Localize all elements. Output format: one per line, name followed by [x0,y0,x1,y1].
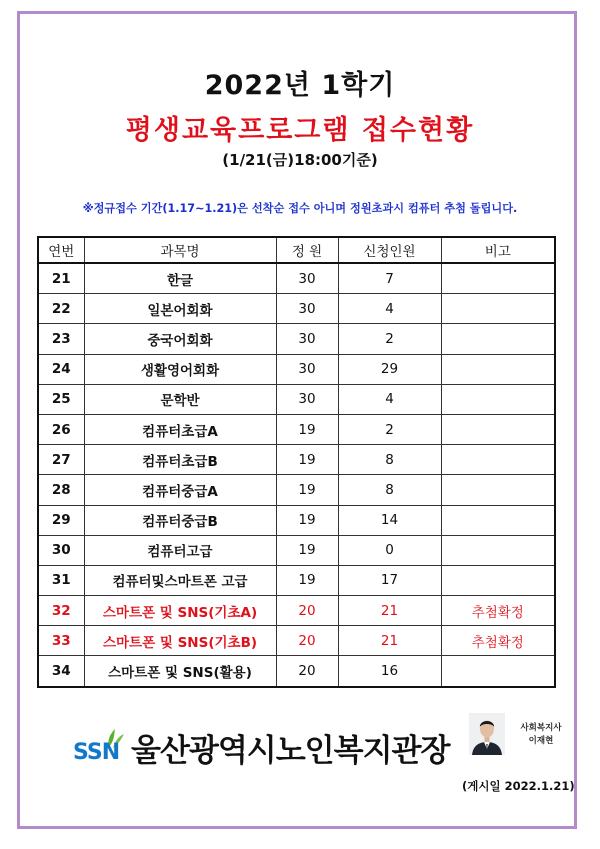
page-title: 2022년 1학기 [204,70,396,101]
cell-note: 추첨확정 [441,596,555,626]
cell-applied-count: 14 [338,505,441,535]
cell-applied-count: 4 [338,384,441,414]
cell-course-name: 스마트폰 및 SNS(활용) [84,656,276,687]
cell-note [441,565,555,595]
table-row [38,596,555,626]
cell-capacity: 19 [276,535,338,565]
cell-applied-count: 16 [338,656,441,687]
table-row [38,475,555,505]
cell-course-name: 컴퓨터초급A [84,414,276,444]
cell-number: 24 [38,354,84,384]
organization-signature [73,727,449,767]
cell-applied-count: 8 [338,445,441,475]
cell-course-name: 컴퓨터고급 [84,535,276,565]
cell-applied-count: 0 [338,535,441,565]
column-header-course: 과목명 [84,237,276,263]
table-row [38,294,555,324]
cell-capacity: 19 [276,565,338,595]
cell-note [441,414,555,444]
table-row [38,626,555,656]
cell-number: 27 [38,445,84,475]
table-row [38,324,555,354]
cell-note [441,445,555,475]
cell-note [441,505,555,535]
cell-note [441,354,555,384]
cell-course-name: 컴퓨터초급B [84,445,276,475]
cell-course-name: 생활영어회화 [84,354,276,384]
cell-number: 21 [38,263,84,294]
table-row [38,414,555,444]
cell-course-name: 일본어회화 [84,294,276,324]
cell-applied-count: 2 [338,324,441,354]
cell-note [441,384,555,414]
column-header-applied: 신청인원 [338,237,441,263]
cell-applied-count: 17 [338,565,441,595]
staff-signature [505,722,577,748]
table-row [38,384,555,414]
cell-note: 추첨확정 [441,626,555,656]
table-row [38,505,555,535]
cell-note [441,475,555,505]
cell-applied-count: 21 [338,626,441,656]
cell-note [441,535,555,565]
column-header-capacity: 정 원 [276,237,338,263]
cell-course-name: 스마트폰 및 SNS(기초B) [84,626,276,656]
cell-course-name: 문학반 [84,384,276,414]
cell-capacity: 20 [276,656,338,687]
page-subtitle: 평생교육프로그램 접수현황 [125,115,475,146]
cell-number: 34 [38,656,84,687]
cell-note [441,263,555,294]
staff-photo [469,713,505,755]
table-row [38,535,555,565]
table-row [38,445,555,475]
cell-capacity: 30 [276,384,338,414]
ssn-logo [73,727,129,767]
staff-name: 이재현 [528,736,554,746]
cell-number: 28 [38,475,84,505]
cell-number: 26 [38,414,84,444]
cell-number: 30 [38,535,84,565]
cell-applied-count: 7 [338,263,441,294]
cell-course-name: 한글 [84,263,276,294]
cell-note [441,324,555,354]
cell-capacity: 19 [276,445,338,475]
cell-number: 23 [38,324,84,354]
cell-capacity: 30 [276,294,338,324]
posted-date: (게시일 2022.1.21) [462,779,575,793]
cell-course-name: 컴퓨터중급A [84,475,276,505]
cell-course-name: 스마트폰 및 SNS(기초A) [84,596,276,626]
cell-course-name: 컴퓨터및스마트폰 고급 [84,565,276,595]
cell-number: 29 [38,505,84,535]
cell-applied-count: 21 [338,596,441,626]
cell-capacity: 19 [276,414,338,444]
cell-capacity: 30 [276,354,338,384]
cell-number: 33 [38,626,84,656]
cell-applied-count: 29 [338,354,441,384]
cell-applied-count: 4 [338,294,441,324]
logo-text: SSN [73,740,120,765]
cell-course-name: 컴퓨터중급B [84,505,276,535]
column-header-note: 비고 [441,237,555,263]
cell-capacity: 19 [276,475,338,505]
cell-number: 31 [38,565,84,595]
cell-note [441,294,555,324]
cell-number: 22 [38,294,84,324]
cell-number: 25 [38,384,84,414]
registration-notice: ※정규접수 기간(1.17~1.21)은 선착순 접수 아니며 정원초과시 컴퓨터 추첨 돌립니다. [82,202,518,215]
table-header-row [38,237,555,263]
table-row [38,656,555,687]
column-header-no: 연번 [38,237,84,263]
cell-course-name: 중국어회화 [84,324,276,354]
table-row [38,565,555,595]
cell-capacity: 30 [276,324,338,354]
cell-capacity: 20 [276,596,338,626]
enrollment-table [37,236,556,688]
table-row [38,263,555,294]
cell-capacity: 30 [276,263,338,294]
table-row [38,354,555,384]
cell-applied-count: 8 [338,475,441,505]
organization-name: 울산광역시노인복지관장 [131,732,450,769]
staff-title: 사회복지사 [520,723,562,733]
cell-note [441,656,555,687]
cell-capacity: 19 [276,505,338,535]
cell-number: 32 [38,596,84,626]
cell-capacity: 20 [276,626,338,656]
cell-applied-count: 2 [338,414,441,444]
as-of-date: (1/21(금)18:00기준) [222,151,378,169]
